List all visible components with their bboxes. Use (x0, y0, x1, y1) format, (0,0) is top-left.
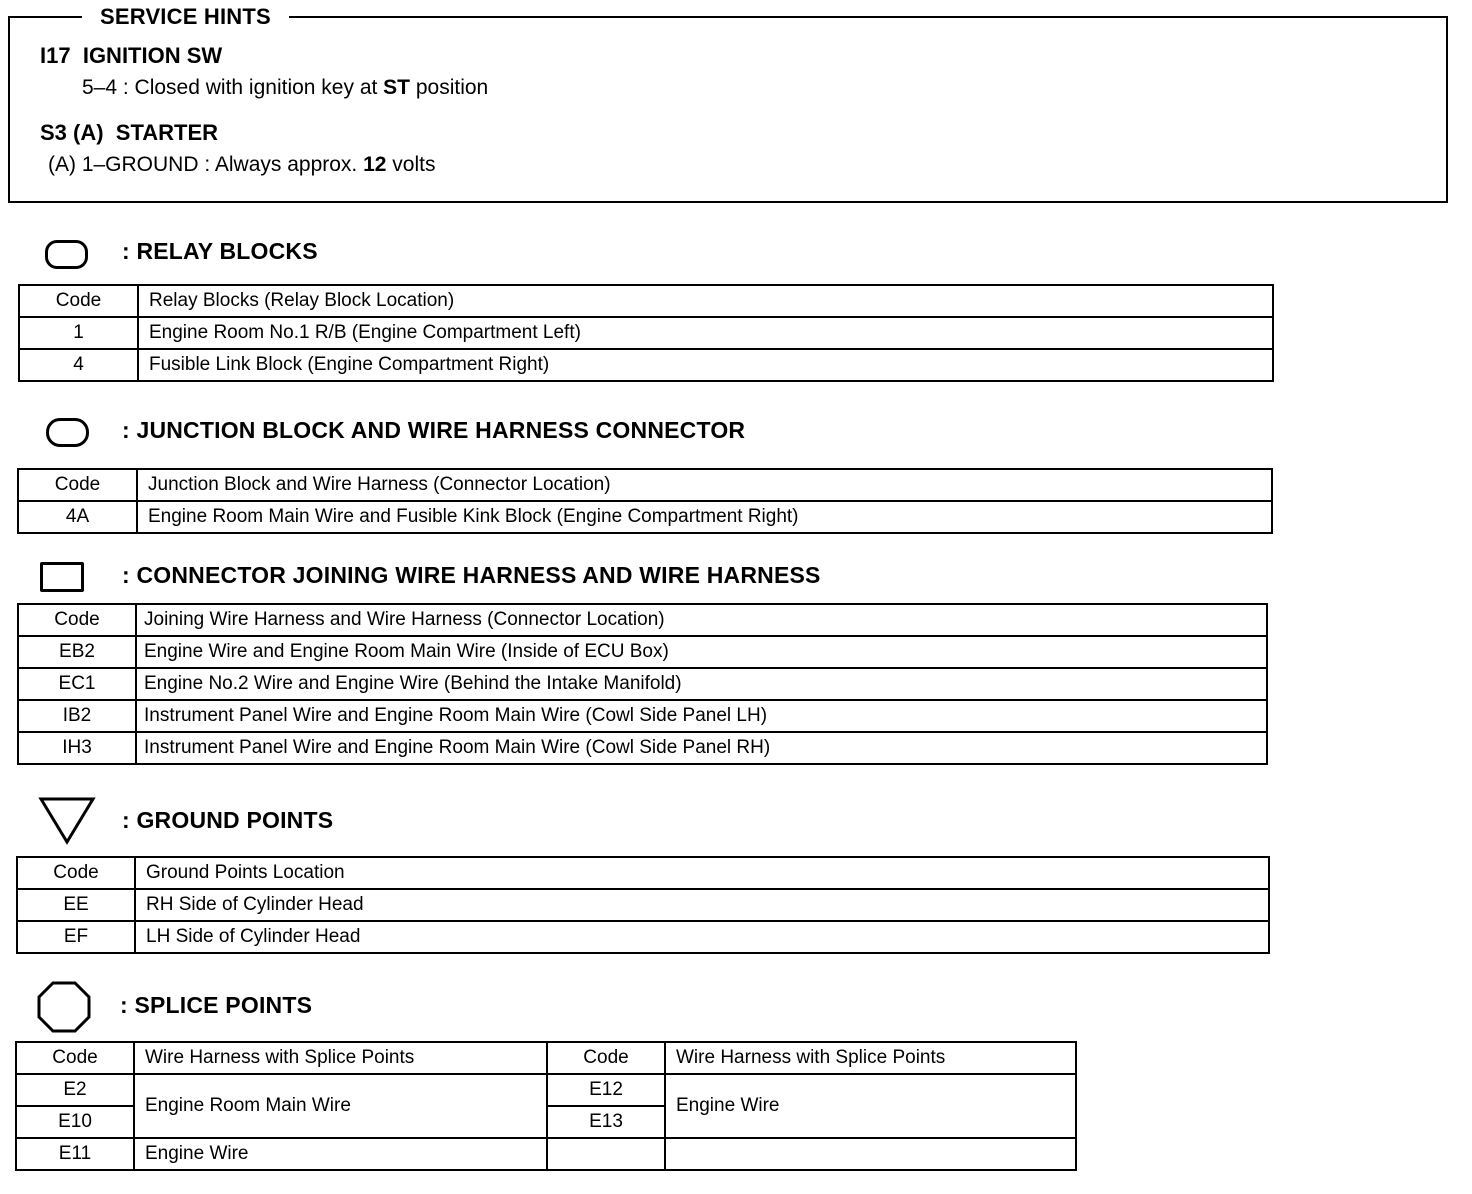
hint-heading-starter (40, 120, 218, 146)
splice-points-title: : SPLICE POINTS (120, 992, 313, 1018)
row-desc: Engine Wire and Engine Room Main Wire (Inside of ECU Box) (136, 636, 1267, 668)
row-desc: Engine Room Main Wire and Fusible Kink Block (Engine Compartment Right) (137, 501, 1272, 533)
header-desc: Relay Blocks (Relay Block Location) (138, 285, 1273, 317)
hint-bold-text: 12 (363, 153, 387, 176)
ground-points-table (16, 856, 1270, 954)
ground-points-title: : GROUND POINTS (122, 807, 334, 833)
row-code: E11 (16, 1138, 134, 1170)
junction-blocks-title: : JUNCTION BLOCK AND WIRE HARNESS CONNECTOR (122, 417, 746, 443)
table-header-row (17, 857, 1269, 889)
header-code: Code (17, 857, 135, 889)
table-row (18, 501, 1272, 533)
header-code: Code (18, 469, 137, 501)
hint-bold-text: ST (383, 76, 411, 99)
header-desc: Wire Harness with Splice Points (134, 1042, 547, 1074)
hint-code: S3 (A) (40, 120, 104, 145)
hint-text: (A) 1–GROUND : Always approx. (48, 153, 364, 176)
table-header-row (18, 469, 1272, 501)
empty-cell (665, 1138, 1076, 1170)
hint-text: volts (386, 153, 436, 176)
header-code: Code (547, 1042, 665, 1074)
row-code: 4 (19, 349, 138, 381)
empty-cell (547, 1138, 665, 1170)
table-row (18, 700, 1267, 732)
row-code: EB2 (18, 636, 136, 668)
connector-symbol-icon (40, 562, 84, 592)
row-code: 4A (18, 501, 137, 533)
splice-point-octagon-icon (36, 980, 92, 1034)
ground-point-triangle-icon (38, 796, 96, 846)
row-code: IH3 (18, 732, 136, 764)
table-row (17, 889, 1269, 921)
table-header-row (19, 285, 1273, 317)
table-row (19, 317, 1273, 349)
table-row (18, 732, 1267, 764)
hint-heading-ignition (40, 43, 222, 69)
header-desc: Joining Wire Harness and Wire Harness (Connector Location) (136, 604, 1267, 636)
hint-text: 5–4 : Closed with ignition key at (82, 76, 384, 99)
service-hints-title: SERVICE HINTS (82, 4, 289, 30)
junction-block-symbol-icon (46, 418, 89, 447)
row-code: IB2 (18, 700, 136, 732)
table-row (16, 1138, 1076, 1170)
row-code: E12 (547, 1074, 665, 1106)
header-desc: Ground Points Location (135, 857, 1269, 889)
row-desc: RH Side of Cylinder Head (135, 889, 1269, 921)
row-code: E10 (16, 1106, 134, 1138)
hint-name: IGNITION SW (82, 43, 223, 68)
row-code: EE (17, 889, 135, 921)
hint-name: STARTER (115, 120, 219, 145)
connectors-title: : CONNECTOR JOINING WIRE HARNESS AND WIRE HARNESS (122, 562, 821, 588)
hint-code: I17 (40, 43, 71, 68)
relay-block-symbol-icon (45, 240, 88, 269)
row-desc: Engine Room No.1 R/B (Engine Compartment Left) (138, 317, 1273, 349)
row-code: EF (17, 921, 135, 953)
connectors-table (17, 603, 1268, 765)
relay-blocks-title: : RELAY BLOCKS (122, 238, 318, 264)
row-desc: Engine No.2 Wire and Engine Wire (Behind the Intake Manifold) (136, 668, 1267, 700)
table-row (18, 636, 1267, 668)
hint-line-starter (48, 153, 435, 177)
row-desc: Engine Wire (665, 1074, 1076, 1138)
header-code: Code (19, 285, 138, 317)
hint-text: position (410, 76, 489, 99)
junction-blocks-table (17, 468, 1273, 534)
table-row (16, 1074, 1076, 1106)
row-desc: LH Side of Cylinder Head (135, 921, 1269, 953)
header-desc: Wire Harness with Splice Points (665, 1042, 1076, 1074)
table-row (17, 921, 1269, 953)
row-desc: Engine Wire (134, 1138, 547, 1170)
table-row (19, 349, 1273, 381)
hint-line-ignition (82, 76, 488, 100)
header-code: Code (16, 1042, 134, 1074)
row-code: 1 (19, 317, 138, 349)
row-desc: Instrument Panel Wire and Engine Room Main Wire (Cowl Side Panel LH) (136, 700, 1267, 732)
row-desc: Engine Room Main Wire (134, 1074, 547, 1138)
table-row (18, 668, 1267, 700)
table-header-row (16, 1042, 1076, 1074)
row-code: EC1 (18, 668, 136, 700)
row-desc: Fusible Link Block (Engine Compartment Right) (138, 349, 1273, 381)
row-desc: Instrument Panel Wire and Engine Room Main Wire (Cowl Side Panel RH) (136, 732, 1267, 764)
table-header-row (18, 604, 1267, 636)
row-code: E13 (547, 1106, 665, 1138)
header-code: Code (18, 604, 136, 636)
splice-points-table (15, 1041, 1077, 1171)
relay-blocks-table (18, 284, 1274, 382)
header-desc: Junction Block and Wire Harness (Connector Location) (137, 469, 1272, 501)
row-code: E2 (16, 1074, 134, 1106)
